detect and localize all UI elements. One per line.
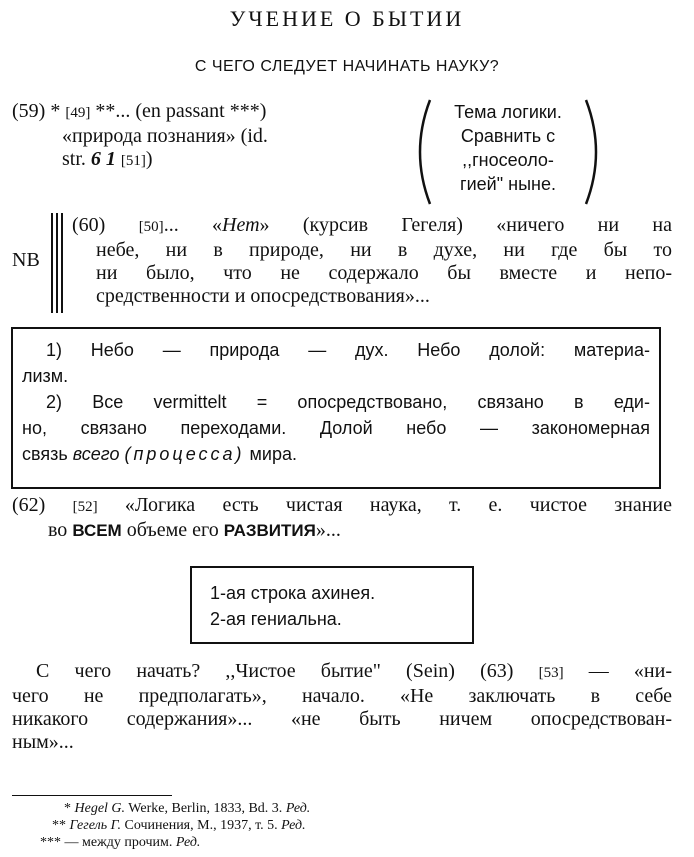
paragraph-63 (12, 660, 672, 754)
side-note-line: ,,гносеоло- (462, 150, 554, 170)
p63-text: — «ни- (588, 660, 673, 682)
p60-ref: [50] (138, 219, 164, 235)
footnote-mark: ** (52, 818, 66, 833)
nb-bar (56, 213, 58, 313)
p59-close: ) (145, 148, 153, 170)
box2-line-2: 2-ая гениальна. (210, 609, 342, 629)
p62-text: «Логика есть чистая наука, т. е. чистое знание (124, 494, 673, 516)
nb-bar (61, 213, 63, 313)
footnote-2 (40, 817, 310, 834)
p63-text: С чего начать? ,,Чистое бытие" (Sein) (36, 660, 455, 682)
paragraph-62 (12, 494, 672, 542)
p60-ellipsis: ... « (163, 214, 223, 236)
p60-number: (60) (72, 214, 106, 236)
box1-emphasis: (процесса) (124, 444, 245, 464)
p59-passant: (en passant ***) (135, 100, 267, 122)
p60-line-3: ни было, что не содержало бы вместе и непо- (96, 262, 672, 284)
box1-emphasis: всего (72, 444, 120, 464)
section-subtitle: С ЧЕГО СЛЕДУЕТ НАЧИНАТЬ НАУКУ? (194, 58, 500, 75)
p62-line-1 (12, 494, 672, 519)
p62-text: »... (315, 519, 341, 541)
side-note-line: Тема логики. (454, 102, 562, 122)
p62-bold: ВСЕМ (72, 521, 122, 540)
p59-str: str. (62, 148, 86, 170)
box1-line-1: 1) Небо — природа — дух. Небо долой: материа- (46, 340, 650, 360)
footnote-editor: Ред. (281, 818, 306, 833)
p62-text: во (48, 519, 68, 541)
footnote-text: Werke, Berlin, 1833, Bd. 3. (128, 801, 283, 816)
p60-line-4: средственности и опосредствования»... (96, 285, 430, 307)
p59-line-1 (12, 100, 392, 125)
box1-line-5 (22, 441, 650, 467)
paragraph-60 (72, 214, 672, 308)
p62-number: (62) (12, 494, 46, 516)
footnotes (40, 800, 310, 851)
p62-bold: РАЗВИТИЯ (223, 521, 316, 540)
p59-number: (59) (12, 100, 46, 122)
p62-text: объеме его (126, 519, 219, 541)
box1-line-4: но, связано переходами. Долой небо — закономерная (22, 418, 650, 438)
p59-line-2: «природа познания» (id. (62, 125, 268, 147)
p60-rest: » (курсив Гегеля) «ничего ни на (259, 214, 673, 236)
nb-bar (51, 213, 53, 313)
nb-marker: NB (12, 249, 40, 271)
p59-ref2: [51] (120, 153, 146, 169)
page-title: УЧЕНИЕ О БЫТИИ (229, 6, 465, 31)
paragraph-59 (12, 100, 392, 173)
box1-text: мира. (249, 444, 297, 464)
box1-text: связь (22, 444, 68, 464)
side-note-line: Сравнить с (460, 126, 556, 146)
p59-ref: [49] (65, 105, 91, 121)
p59-page: 6 1 (90, 148, 116, 170)
comment-box-2-text (210, 580, 460, 632)
comment-box-1-text (22, 337, 650, 467)
footnote-editor: Ред. (285, 801, 311, 816)
p60-emphasis: Нет (222, 214, 260, 236)
box2-line-1: 1-ая строка ахинея. (210, 583, 376, 603)
p59-star2: **... (95, 100, 131, 122)
box1-line-3: 2) Все vermittelt = опосредствовано, связано в еди- (46, 392, 650, 412)
p63-line-3: никакого содержания»... «не быть ничем опосредствован- (12, 708, 672, 730)
footnote-1 (40, 800, 310, 817)
footnote-text: Сочинения, М., 1937, т. 5. (124, 818, 278, 833)
p60-line-2: небе, ни в природе, ни в духе, ни где бы то (96, 239, 672, 261)
footnote-3 (40, 834, 310, 851)
footnote-mark: * (64, 801, 71, 816)
p59-line-3 (12, 148, 392, 173)
side-note (428, 100, 588, 196)
side-note-line: гией" ныне. (460, 174, 556, 194)
footnote-text: — между прочим. (64, 835, 173, 850)
box1-line-2: лизм. (22, 366, 69, 386)
footnote-rule (12, 795, 172, 796)
p63-line-4: ным»... (12, 731, 74, 753)
footnote-author: Hegel G. (74, 801, 126, 816)
p60-line-1 (72, 214, 672, 239)
p62-line-2 (12, 519, 672, 542)
footnote-author: Гегель Г. (69, 818, 121, 833)
p62-ref: [52] (72, 499, 98, 515)
p63-line-2: чего не предполагать», начало. «Не заключать в себе (12, 685, 672, 707)
p59-star: * (50, 100, 61, 122)
p63-number: (63) (480, 660, 514, 682)
footnote-mark: *** (40, 835, 61, 850)
p63-line-1 (12, 660, 672, 685)
footnote-editor: Ред. (175, 835, 201, 850)
p63-ref: [53] (538, 665, 564, 681)
